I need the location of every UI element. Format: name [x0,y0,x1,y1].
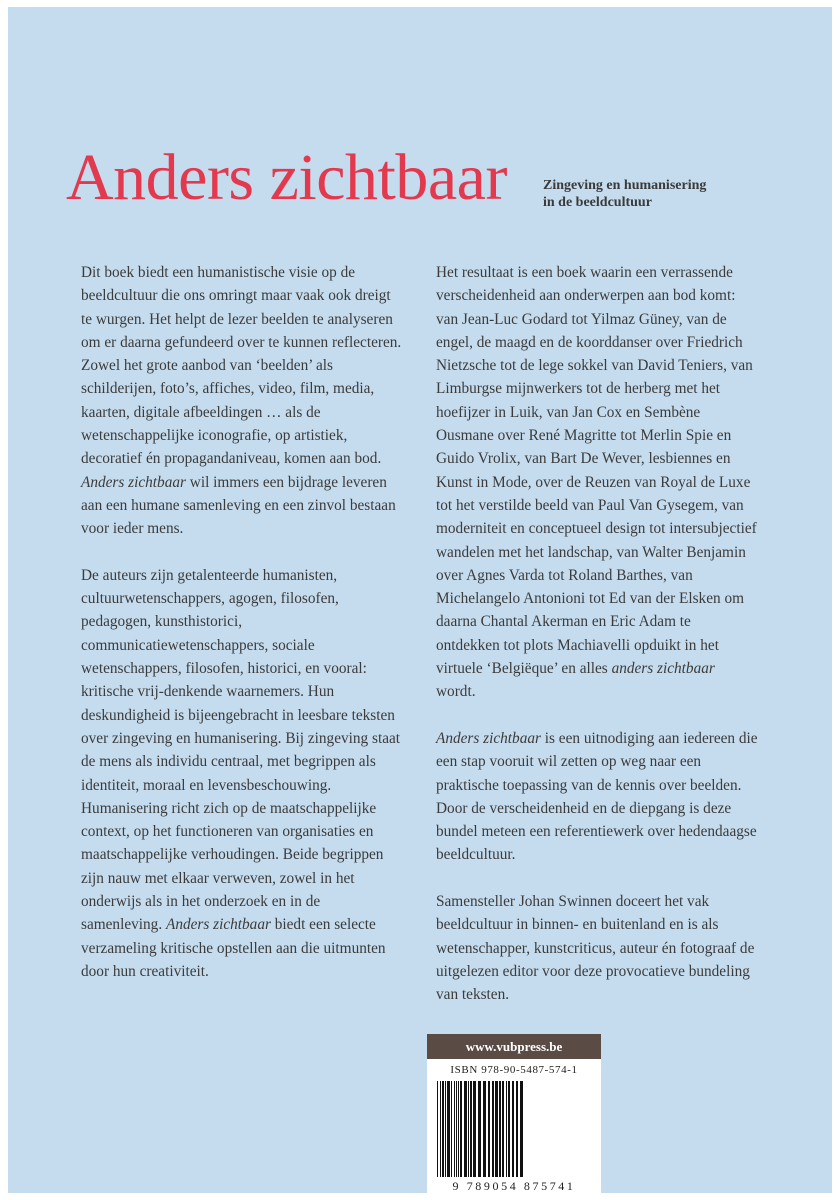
isbn-label: ISBN 978-90-5487-574-1 [450,1064,578,1076]
barcode-bar [516,1081,518,1177]
barcode-bar [442,1081,444,1177]
italic-title: Anders zichtbaar [81,473,186,491]
back-cover [8,7,832,1193]
barcode-bar [468,1081,469,1177]
right-text-column [436,261,758,1030]
barcode-bar [456,1081,457,1177]
barcode-bar [451,1081,452,1177]
barcode-bar [478,1081,481,1177]
right-paragraph-2 [436,727,758,867]
text-run: is een uitnodiging aan iedereen die een stap vooruit wil zetten op weg naar een praktische toepassing van de kennis over beelden. Door de verscheidenheid en de diepgang is deze bundel meteen een referentiewerk over hedendaagse beeldcultuur. [436,729,758,864]
book-subtitle [543,177,783,211]
text-run: De auteurs zijn getalenteerde humanisten, cultuurwetenschappers, agogen, filosofen, pedagogen, kunsthistorici, communicatiewetenschappers, sociale wetenschappers, filosofen, historici, en vooral: kritische vrij-denkende waarnemers. Hun deskundigheid is bijeengebracht in leesbare teksten over zingeving en humanisering. Bij zingeving staat de mens als individu centraal, met begrippen als identiteit, moraal en levensbeschouwing. Humanisering richt zich op de maatschappelijke context, op het functioneren van organisaties en maatschappelijke verhoudingen. Beide begrippen zijn nauw met elkaar verweven, zowel in het onderwijs als in het onderzoek en in de samenleving. [81,566,401,934]
barcode-bar [460,1081,462,1177]
barcode-bar [473,1081,476,1177]
book-title: Anders zichtbaar [66,141,507,214]
right-paragraph-3: Samensteller Johan Swinnen doceert het vak beeldcultuur in binnen- en buitenland en is als wetenschapper, kunstcriticus, auteur én fotograaf de uitgelezen editor voor deze provocatieve bundeling van teksten. [436,893,755,1004]
italic-title: anders zichtbaar [611,660,715,678]
subtitle-line-2: in de beeldcultuur [543,195,652,210]
barcode-bar [447,1081,450,1177]
barcode-bar [445,1081,446,1177]
barcode-bar [495,1081,498,1177]
text-run: Dit boek biedt een humanistische visie op de beeldcultuur die ons omringt maar vaak ook dreigt te wurgen. Het helpt de lezer beelden te analyseren om er daarna gefundeerd over te kunnen reflecteren. Zowel het grote aanbod van ‘beelden’ als schilderijen, foto’s, affiches, video, film, media, kaarten, digitale afbeeldingen … als de wetenschappelijke iconografie, op artistiek, decoratief én propagandaniveau, komen aan bod. [81,264,402,468]
text-run: Het resultaat is een boek waarin een verrassende verscheidenheid aan onderwerpen aan bod komt: van Jean-Luc Godard tot Yilmaz Güney, van de engel, de maagd en de koorddanser over Friedrich Nietzsche tot de lege sokkel van David Teniers, van Limburgse mijnwerkers tot de herberg met het hoefijzer in Luik, van Jan Cox en Sembène Ousmane over René Magritte tot Merlin Spie en Guido Vrolix, van Bart De Wever, lesbiennes en Kunst in Mode, over de Reuzen van Royal de Luxe tot het verstilde beeld van Paul Van Gysegem, van moderniteit en conceptueel design tot intersubjectief wandelen met het landschap, van Walter Benjamin over Agnes Varda tot Roland Barthes, van Michelangelo Antonioni tot Ed van der Elsken om daarna Chantal Akerman en Eric Adam te ontdekken tot plots Machiavelli opduikt in het virtuele ‘Belgiëque’ en alles [436,264,757,678]
barcode-bar [508,1081,510,1177]
barcode-bar [458,1081,459,1177]
barcode-bar [440,1081,441,1177]
barcode-icon [435,1081,593,1177]
barcode-bar [502,1081,504,1177]
left-paragraph-2 [81,564,403,983]
barcode-bar [492,1081,494,1177]
barcode-bar [464,1081,467,1177]
text-run: biedt een selecte verzameling kritische opstellen aan die uitmunten door hun creativiteit. [81,916,386,980]
publisher-website: www.vubpress.be [427,1034,601,1059]
barcode-block [427,1059,601,1193]
italic-title: Anders zichtbaar [165,916,271,934]
left-paragraph-1 [81,261,403,541]
barcode-bar [512,1081,514,1177]
barcode-bar [483,1081,486,1177]
barcode-bar [506,1081,507,1177]
right-paragraph-1 [436,261,758,704]
barcode-bar [488,1081,490,1177]
barcode-bar [499,1081,501,1177]
barcode-number: 9 789054 875741 [452,1179,576,1193]
barcode-bar [520,1081,523,1177]
text-run: wordt. [436,683,476,701]
barcode-bar [454,1081,455,1177]
barcode-bar [470,1081,472,1177]
subtitle-line-1: Zingeving en humanisering [543,178,707,193]
barcode-bar [437,1081,438,1177]
left-text-column [81,261,403,1007]
text-run: wil immers een bijdrage leveren aan een humane samenleving en een zinvol bestaan voor ieder mens. [81,473,396,538]
italic-title: Anders zichtbaar [436,729,541,747]
